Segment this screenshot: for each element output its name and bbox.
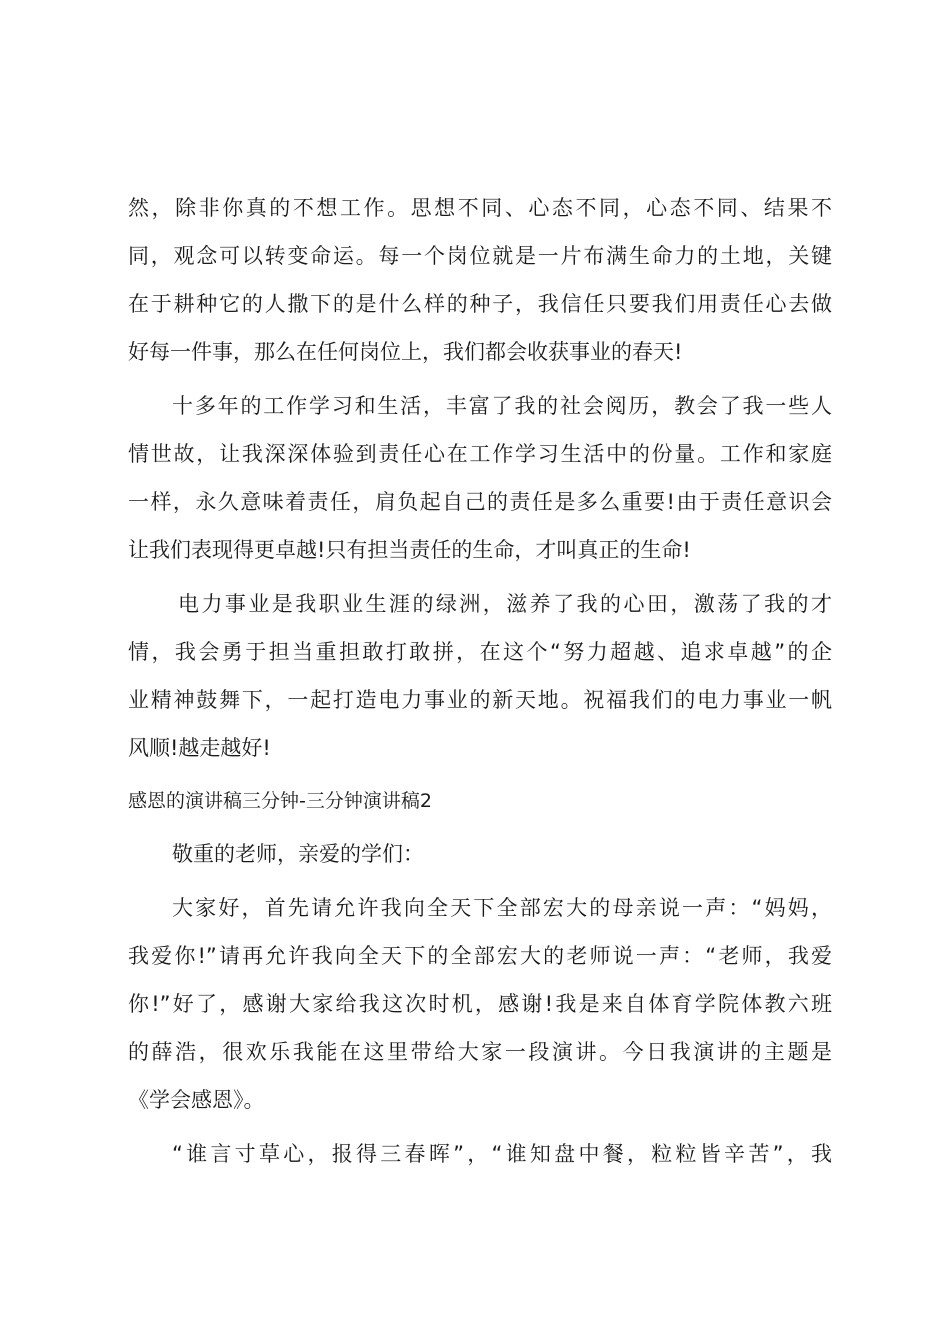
paragraph-line: 业精神鼓舞下，一起打造电力事业的新天地。祝福我们的电力事业一帆: [128, 688, 832, 712]
paragraph-line: 同，观念可以转变命运。每一个岗位就是一片布满生命力的土地，关键: [128, 244, 832, 268]
paragraph-line: 在于耕种它的人撒下的是什么样的种子，我信任只要我们用责任心去做: [128, 292, 832, 316]
paragraph-line: 好每一件事，那么在任何岗位上，我们都会收获事业的春天!: [128, 340, 683, 364]
paragraph-line: 一样，永久意味着责任，肩负起自己的责任是多么重要!由于责任意识会: [128, 490, 832, 514]
paragraph-line: 情，我会勇于担当重担敢打敢拼，在这个“努力超越、追求卓越”的企: [128, 640, 832, 664]
paragraph-line: 大家好，首先请允许我向全天下全部宏大的母亲说一声：“妈妈，: [172, 896, 832, 920]
salutation: 敬重的老师，亲爱的学们：: [172, 842, 424, 866]
paragraph-line: 然，除非你真的不想工作。思想不同、心态不同，心态不同、结果不: [128, 196, 832, 220]
paragraph-line: “谁言寸草心，报得三春晖”，“谁知盘中餐，粒粒皆辛苦”，我: [172, 1142, 832, 1166]
paragraph-line: 你!”好了，感谢大家给我这次时机，感谢!我是来自体育学院体教六班: [128, 992, 832, 1016]
paragraph-line: 《学会感恩》。: [128, 1088, 265, 1112]
paragraph-line: 的薛浩，很欢乐我能在这里带给大家一段演讲。今日我演讲的主题是: [128, 1040, 832, 1064]
paragraph-line: 让我们表现得更卓越!只有担当责任的生命，才叫真正的生命!: [128, 538, 691, 562]
paragraph-line: 风顺!越走越好!: [128, 736, 271, 760]
paragraph-line: 我爱你!”请再允许我向全天下的全部宏大的老师说一声：“老师，我爱: [128, 944, 832, 968]
section-heading: 感恩的演讲稿三分钟-三分钟演讲稿2: [128, 790, 432, 812]
paragraph-line: 电力事业是我职业生涯的绿洲，滋养了我的心田，激荡了我的才: [178, 592, 832, 616]
paragraph-line: 情世故，让我深深体验到责任心在工作学习生活中的份量。工作和家庭: [128, 442, 832, 466]
paragraph-line: 十多年的工作学习和生活，丰富了我的社会阅历，教会了我一些人: [172, 394, 832, 418]
